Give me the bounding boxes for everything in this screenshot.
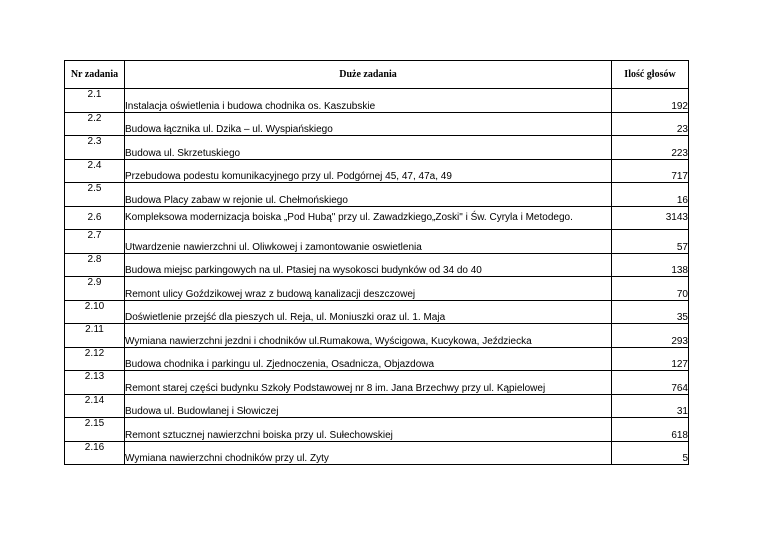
table-row <box>65 300 689 324</box>
task-number: 2.5 <box>65 183 125 207</box>
table-row <box>65 136 689 160</box>
table-row <box>65 371 689 395</box>
task-name: Budowa miejsc parkingowych na ul. Ptasiej na wysokosci budynków od 34 do 40 <box>125 253 612 277</box>
task-number: 2.1 <box>65 89 125 113</box>
vote-count: 223 <box>612 136 689 160</box>
votes-table <box>64 60 689 465</box>
table-row <box>65 277 689 301</box>
task-name: Budowa ul. Budowlanej i Słowiczej <box>125 394 612 418</box>
task-name: Instalacja oświetlenia i budowa chodnika os. Kaszubskie <box>125 89 612 113</box>
vote-count: 31 <box>612 394 689 418</box>
table-row <box>65 206 689 230</box>
vote-count: 70 <box>612 277 689 301</box>
vote-count: 3143 <box>612 206 689 230</box>
task-name: Budowa ul. Skrzetuskiego <box>125 136 612 160</box>
task-number: 2.7 <box>65 230 125 254</box>
task-name: Wymiana nawierzchni chodników przy ul. Zyty <box>125 441 612 465</box>
task-number: 2.11 <box>65 324 125 348</box>
table-row <box>65 253 689 277</box>
task-number: 2.3 <box>65 136 125 160</box>
task-name: Budowa chodnika i parkingu ul. Zjednoczenia, Osadnicza, Objazdowa <box>125 347 612 371</box>
header-task-number: Nr zadania <box>65 61 125 89</box>
header-task-name: Duże zadania <box>125 61 612 89</box>
table-row <box>65 418 689 442</box>
table-row <box>65 441 689 465</box>
task-name: Utwardzenie nawierzchni ul. Oliwkowej i zamontowanie oswietlenia <box>125 230 612 254</box>
task-number: 2.6 <box>65 206 125 230</box>
vote-count: 138 <box>612 253 689 277</box>
table-row <box>65 230 689 254</box>
vote-count: 127 <box>612 347 689 371</box>
table-header-row <box>65 61 689 89</box>
task-name: Doświetlenie przejść dla pieszych ul. Reja, ul. Moniuszki oraz ul. 1. Maja <box>125 300 612 324</box>
task-number: 2.14 <box>65 394 125 418</box>
table-row <box>65 394 689 418</box>
task-number: 2.13 <box>65 371 125 395</box>
table-row <box>65 347 689 371</box>
vote-count: 293 <box>612 324 689 348</box>
task-name: Budowa Placy zabaw w rejonie ul. Chełmońskiego <box>125 183 612 207</box>
vote-count: 23 <box>612 112 689 136</box>
vote-count: 5 <box>612 441 689 465</box>
table-row <box>65 112 689 136</box>
task-number: 2.4 <box>65 159 125 183</box>
vote-count: 192 <box>612 89 689 113</box>
vote-count: 35 <box>612 300 689 324</box>
table-row <box>65 159 689 183</box>
vote-count: 717 <box>612 159 689 183</box>
vote-count: 57 <box>612 230 689 254</box>
task-name: Przebudowa podestu komunikacyjnego przy ul. Podgórnej 45, 47, 47a, 49 <box>125 159 612 183</box>
task-name: Remont starej części budynku Szkoły Podstawowej nr 8 im. Jana Brzechwy przy ul. Kąpielowej <box>125 371 612 395</box>
vote-count: 16 <box>612 183 689 207</box>
task-name: Wymiana nawierzchni jezdni i chodników ul.Rumakowa, Wyścigowa, Kucykowa, Jeździecka <box>125 324 612 348</box>
vote-count: 764 <box>612 371 689 395</box>
vote-count: 618 <box>612 418 689 442</box>
task-name: Budowa łącznika ul. Dzika – ul. Wyspiańskiego <box>125 112 612 136</box>
task-name: Remont ulicy Goździkowej wraz z budową kanalizacji deszczowej <box>125 277 612 301</box>
table-row <box>65 183 689 207</box>
task-number: 2.12 <box>65 347 125 371</box>
task-number: 2.16 <box>65 441 125 465</box>
task-name: Kompleksowa modernizacja boiska „Pod Hubą" przy ul. Zawadzkiego„Zoski" i Św. Cyryla i Metodego. <box>125 206 612 230</box>
task-number: 2.10 <box>65 300 125 324</box>
task-number: 2.9 <box>65 277 125 301</box>
task-number: 2.8 <box>65 253 125 277</box>
task-name: Remont sztucznej nawierzchni boiska przy ul. Sułechowskiej <box>125 418 612 442</box>
task-number: 2.2 <box>65 112 125 136</box>
header-vote-count: Ilość głosów <box>612 61 689 89</box>
table-row <box>65 324 689 348</box>
table-row <box>65 89 689 113</box>
task-number: 2.15 <box>65 418 125 442</box>
